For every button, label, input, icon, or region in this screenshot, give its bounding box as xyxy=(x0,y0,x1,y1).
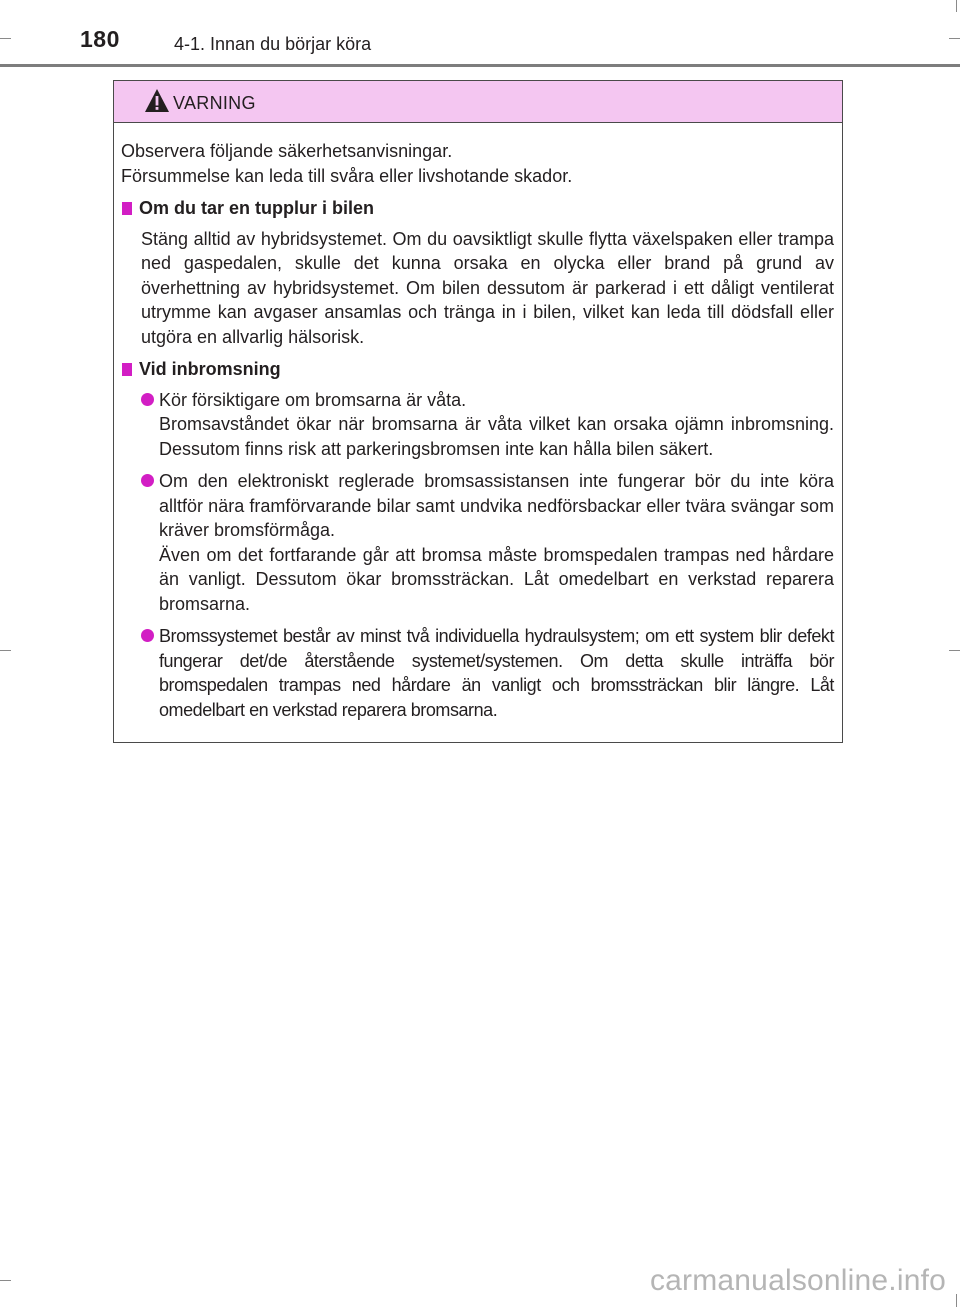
subheading-nap xyxy=(121,196,834,221)
warning-body xyxy=(114,123,842,742)
crop-mark xyxy=(0,650,11,651)
intro-line: Försummelse kan leda till svåra eller livshotande skador. xyxy=(121,165,573,186)
crop-mark xyxy=(956,1294,957,1307)
list-item xyxy=(141,624,834,722)
subheading-label: Om du tar en tupplur i bilen xyxy=(139,198,375,218)
watermark: carmanualsonline.info xyxy=(649,1264,946,1297)
round-bullet-icon xyxy=(141,629,154,642)
warning-intro xyxy=(121,139,834,188)
subheading-braking xyxy=(121,357,834,382)
bullet-line: Bromsavståndet ökar när bromsarna är våta vilket kan orsaka ojämn inbromsning. Dessutom finns risk att parkeringsbromsen inte kan hålla bilen säkert. xyxy=(159,414,834,459)
warning-box xyxy=(113,80,843,743)
subheading-label: Vid inbromsning xyxy=(139,359,281,379)
bullet-line: Även om det fortfarande går att bromsa måste bromspedalen trampas ned hårdare än vanligt. Dessutom ökar bromssträckan. Låt omedelbart en verkstad reparera bromsarna. xyxy=(159,544,834,614)
crop-mark xyxy=(949,650,960,651)
round-bullet-icon xyxy=(141,474,154,487)
bullet-line: Kör försiktigare om bromsarna är våta. xyxy=(159,389,467,410)
list-item xyxy=(141,388,834,462)
warning-header xyxy=(114,81,842,123)
warning-triangle-icon xyxy=(144,88,170,113)
section-title: 4-1. Innan du börjar köra xyxy=(174,34,372,54)
list-item xyxy=(141,469,834,616)
nap-paragraph: Stäng alltid av hybridsystemet. Om du oavsiktligt skulle flytta växelspaken eller trampa ned gaspedalen, skulle det kunna orsaka en olycka eller brand på grund av överhettning av hybridsystemet. Om bilen dessutom är parkerad i ett dåligt ventilerat utrymme kan avgaser ansamlas och tränga in i bilen, vilket kan leda till dödsfall eller utgöra en allvarlig hälsorisk. xyxy=(141,228,834,347)
bullet-line: Bromssystemet består av minst två individuella hydraulsystem; om ett system blir defekt fungerar det/de återstående systemet/systemen. Om detta skulle inträffa bör bromspedalen trampas ned hårdare än vanligt och bromssträckan blir längre. Låt omedelbart en verkstad reparera bromsarna. xyxy=(159,626,834,720)
header-divider xyxy=(0,64,960,67)
page-number: 180 xyxy=(80,26,120,52)
square-bullet-icon xyxy=(122,202,132,215)
round-bullet-icon xyxy=(141,393,154,406)
square-bullet-icon xyxy=(122,363,132,376)
intro-line: Observera följande säkerhetsanvisningar. xyxy=(121,141,453,161)
warning-title: VARNING xyxy=(173,93,256,113)
page-header xyxy=(0,0,960,66)
bullet-line: Om den elektroniskt reglerade bromsassistansen inte fungerar bör du inte köra alltför nära framförvarande bilar samt undvika nedförsbackar eller tvära svängar som kräver bromsförmåga. xyxy=(159,471,834,540)
crop-mark xyxy=(0,1280,11,1281)
